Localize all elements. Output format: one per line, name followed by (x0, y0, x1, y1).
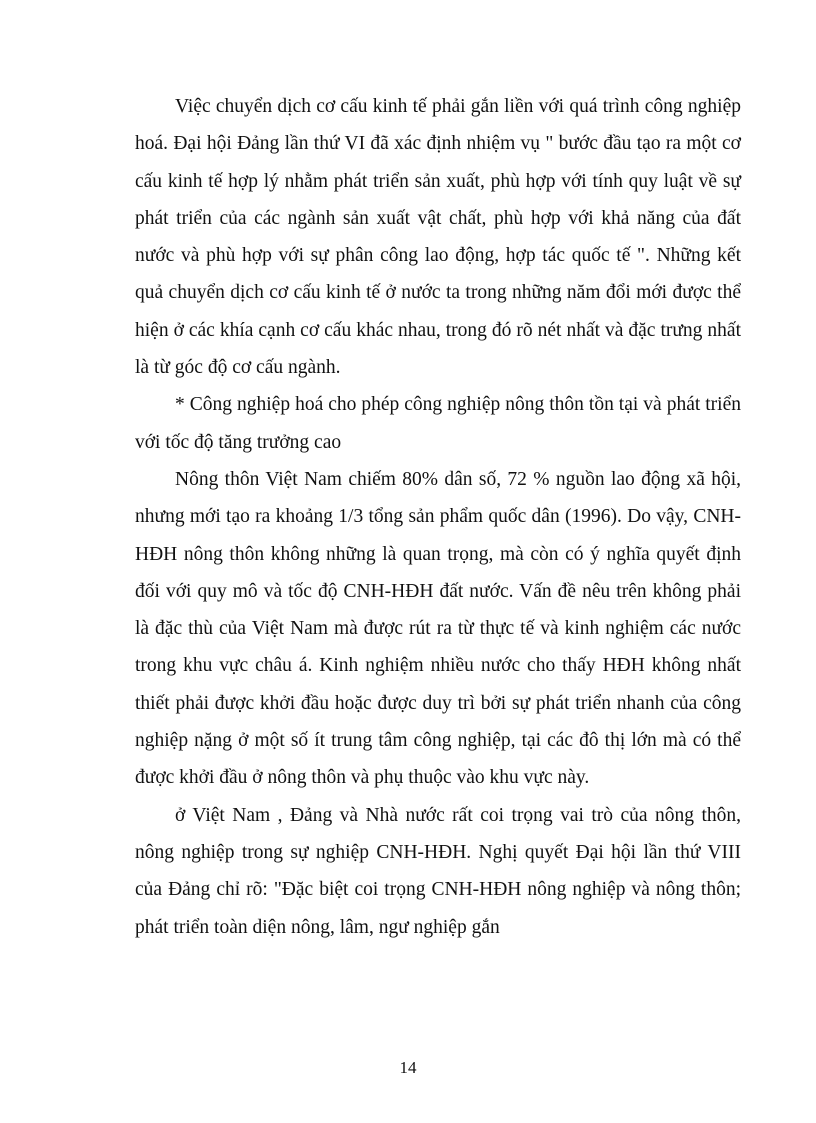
paragraph-economic-structure: Việc chuyển dịch cơ cấu kinh tế phải gắn liền với quá trình công nghiệp hoá. Đại hội Đảng lần thứ VI đã xác định nhiệm vụ " bước đầu tạo ra một cơ cấu kinh tế hợp lý nhằm phát triển sản xuất, phù hợp với tính quy luật về sự phát triển của các ngành sản xuất vật chất, phù hợp với khả năng của đất nước và phù hợp với sự phân công lao động, hợp tác quốc tế ". Những kết quả chuyển dịch cơ cấu kinh tế ở nước ta trong những năm đổi mới được thể hiện ở các khía cạnh cơ cấu khác nhau, trong đó rõ nét nhất và đặc trưng nhất là từ góc độ cơ cấu ngành. (135, 96, 741, 379)
page-number: 14 (399, 1058, 417, 1077)
document-body (135, 88, 741, 946)
paragraph-party-resolution: ở Việt Nam , Đảng và Nhà nước rất coi trọng vai trò của nông thôn, nông nghiệp trong sự nghiệp CNH-HĐH. Nghị quyết Đại hội lần thứ VIII của Đảng chỉ rõ: "Đặc biệt coi trọng CNH-HĐH nông nghiệp và nông thôn; phát triển toàn diện nông, lâm, ngư nghiệp gắn (135, 804, 741, 938)
paragraph-rural-industry-heading: * Công nghiệp hoá cho phép công nghiệp nông thôn tồn tại và phát triển với tốc độ tăng trưởng cao (135, 394, 741, 453)
paragraph-rural-vietnam: Nông thôn Việt Nam chiếm 80% dân số, 72 % nguồn lao động xã hội, nhưng mới tạo ra khoảng 1/3 tổng sản phẩm quốc dân (1996). Do vậy, CNH-HĐH nông thôn không những là quan trọng, mà còn có ý nghĩa quyết định đối với quy mô và tốc độ CNH-HĐH đất nước. Vấn đề nêu trên không phải là đặc thù của Việt Nam mà được rút ra từ thực tế và kinh nghiệm các nước trong khu vực châu á. Kinh nghiệm nhiều nước cho thấy HĐH không nhất thiết phải được khởi đầu hoặc được duy trì bởi sự phát triển nhanh của công nghiệp nặng ở một số ít trung tâm công nghiệp, tại các đô thị lớn mà có thể được khởi đầu ở nông thôn và phụ thuộc vào khu vực này. (135, 468, 741, 789)
